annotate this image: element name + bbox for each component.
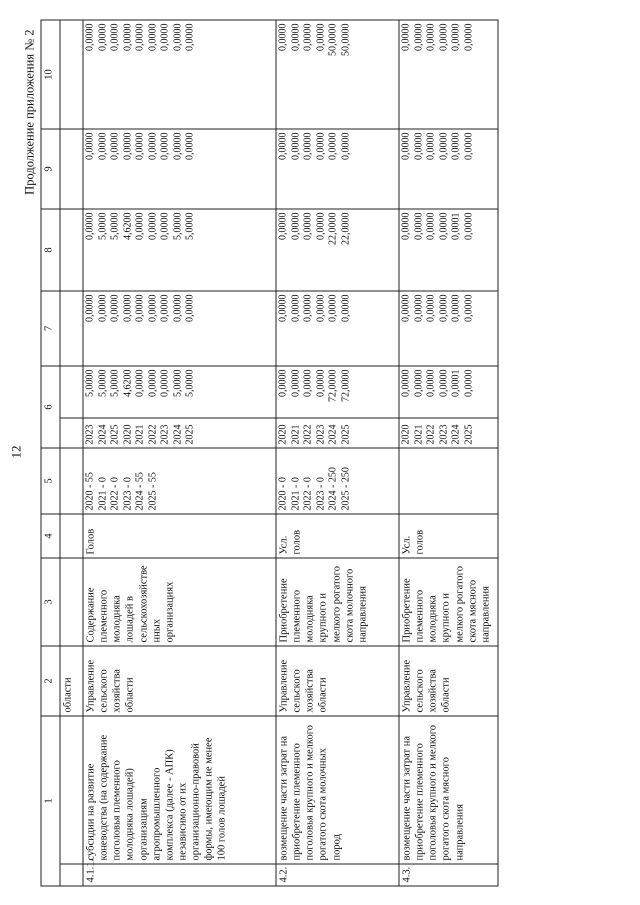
amount-col7-line: 0,0000 (400, 294, 412, 322)
year-list-line: 2024 (327, 424, 339, 445)
amount-col10-line: 0,0000 (463, 23, 474, 51)
year-list-line: 2025 (184, 424, 196, 445)
year-list-line: 2025 (109, 424, 121, 445)
year-list (399, 418, 498, 448)
amount-col10-line: 0,0000 (147, 23, 158, 51)
amount-col7-line: 0,0000 (134, 294, 146, 322)
unit: Голов (83, 514, 276, 558)
program-table (41, 20, 499, 887)
amount-total-line: 0,0000 (277, 369, 289, 397)
year-list-line: 2022 (302, 424, 314, 445)
amount-col10-line: 0,0000 (425, 23, 437, 51)
col-header-9: 9 (41, 129, 60, 209)
amount-col9-line: 0,0000 (122, 132, 133, 160)
amount-total-line: 4,6200 (122, 369, 133, 397)
plan-values-line: 2021 - 0 (290, 477, 301, 511)
amount-col10 (83, 20, 276, 129)
amount-col10-line: 0,0000 (84, 23, 96, 51)
amount-total-line: 0,0000 (438, 369, 449, 397)
amount-total-line: 0,0000 (413, 369, 424, 397)
amount-col9-line: 0,0000 (134, 132, 146, 160)
year-list-line: 2024 (172, 424, 183, 445)
row-4-1-1 (83, 20, 276, 886)
amount-col10 (60, 20, 83, 129)
plan-values-line: 2021 - 0 (97, 477, 108, 511)
amount-col9-line: 0,0000 (172, 132, 183, 160)
executor: Управление сельского хозяйства области (399, 646, 498, 716)
year-list-line: 2020 (400, 424, 412, 445)
amount-col7-line: 0,0000 (463, 294, 474, 322)
amount-col7-line: 0,0000 (184, 294, 196, 322)
amount-col10-line: 50,0000 (327, 23, 339, 56)
event-description: Содержание племенного молодняка лошадей в сельскохозяйственных организациях (83, 558, 276, 646)
amount-col9 (60, 129, 83, 209)
amount-col8-line: 0,0000 (425, 212, 437, 240)
plan-values-line: 2020 - 55 (84, 472, 96, 511)
amount-col10-line: 0,0000 (277, 23, 289, 51)
amount-col7-line: 0,0000 (147, 294, 158, 322)
plan-values-line: 2023 - 0 (315, 477, 326, 511)
year-list-line: 2025 (463, 424, 474, 445)
amount-col8-line: 5,0000 (184, 212, 196, 240)
amount-col8 (276, 209, 399, 291)
year-list-line: 2024 (450, 424, 462, 445)
col-header-3: 3 (41, 558, 60, 646)
year-list (60, 418, 83, 448)
plan-values-line: 2025 - 55 (147, 472, 158, 511)
event-description: Приобретение племенного молодняка крупного и мелкого рогатого скота мясного направления (399, 558, 498, 646)
year-list (276, 418, 399, 448)
amount-col7-line: 0,0000 (340, 294, 351, 322)
measure-title: субсидии на развитие коневодства (на содержание поголовья племенного молодняка лошадей) организациям агропромышленного комплекса (далее - АПК) независимо от их организационно-правовой формы, имеющим не менее 100 голов лошадей (83, 716, 276, 864)
amount-col7-line: 0,0000 (315, 294, 326, 322)
col-header-10: 10 (41, 20, 60, 129)
amount-col10-line: 0,0000 (159, 23, 171, 51)
amount-total-line: 0,0000 (425, 369, 437, 397)
unit: Усл. голов (399, 514, 498, 558)
amount-col9-line: 0,0000 (109, 132, 121, 160)
amount-total (60, 366, 83, 418)
year-list-line: 2023 (159, 424, 171, 445)
amount-total-line: 0,0000 (147, 369, 158, 397)
amount-col9-line: 0,0000 (315, 132, 326, 160)
amount-total (399, 366, 498, 418)
plan-values (60, 448, 83, 514)
amount-col7 (60, 291, 83, 366)
year-list (83, 418, 276, 448)
continuation-heading: Продолжение приложения № 2 (22, 29, 37, 195)
amount-total-line: 5,0000 (97, 369, 108, 397)
amount-col7-line: 0,0000 (84, 294, 96, 322)
amount-col8-line: 5,0000 (172, 212, 183, 240)
amount-col7-line: 0,0000 (159, 294, 171, 322)
year-list-line: 2020 (277, 424, 289, 445)
amount-col8-line: 5,0000 (97, 212, 108, 240)
row-4-3 (399, 20, 498, 886)
amount-col8-line: 0,0000 (302, 212, 314, 240)
table-body (60, 20, 498, 886)
amount-col7 (276, 291, 399, 366)
amount-col9-line: 0,0000 (159, 132, 171, 160)
amount-col8-line: 0,0001 (450, 212, 462, 240)
amount-col8-line: 0,0000 (147, 212, 158, 240)
amount-col9-line: 0,0000 (340, 132, 351, 160)
event-description (60, 558, 83, 646)
year-list-line: 2022 (425, 424, 437, 445)
amount-total-line: 0,0000 (290, 369, 301, 397)
row-number (60, 864, 83, 886)
amount-col7-line: 0,0000 (290, 294, 301, 322)
amount-col10-line: 0,0000 (122, 23, 133, 51)
amount-col10-line: 50,0000 (340, 23, 351, 56)
unit (60, 514, 83, 558)
measure-title: возмещение части затрат на приобретение племенного поголовья крупного и мелкого рогатого скота молочных пород (276, 716, 399, 864)
col-header-5: 5 (41, 448, 60, 514)
amount-col10-line: 0,0000 (184, 23, 196, 51)
measure-title: возмещение части затрат на приобретение племенного поголовья крупного и мелкого рогатого скота мясного направления (399, 716, 498, 864)
measure-title (60, 716, 83, 864)
amount-total-line: 0,0000 (315, 369, 326, 397)
amount-col10-line: 0,0000 (109, 23, 121, 51)
year-list-line: 2020 (122, 424, 133, 445)
amount-col8-line: 22,0000 (340, 212, 351, 245)
amount-col7-line: 0,0000 (413, 294, 424, 322)
amount-col10-line: 0,0000 (315, 23, 326, 51)
year-list-line: 2021 (413, 424, 424, 445)
amount-col8-line: 0,0000 (413, 212, 424, 240)
executor: Управление сельского хозяйства области (276, 646, 399, 716)
document-page (1, 0, 640, 905)
amount-col8-line: 0,0000 (84, 212, 96, 240)
amount-total-line: 0,0000 (400, 369, 412, 397)
amount-col10-line: 0,0000 (413, 23, 424, 51)
amount-col8-line: 0,0000 (463, 212, 474, 240)
plan-values-line: 2024 - 250 (327, 467, 339, 511)
amount-total-line: 0,0000 (463, 369, 474, 397)
amount-col7-line: 0,0000 (97, 294, 108, 322)
col-header-2: 2 (41, 646, 60, 716)
amount-col10-line: 0,0000 (400, 23, 412, 51)
amount-col9 (276, 129, 399, 209)
amount-col9-line: 0,0000 (425, 132, 437, 160)
amount-col7 (399, 291, 498, 366)
amount-col8-line: 0,0000 (277, 212, 289, 240)
amount-col9-line: 0,0000 (327, 132, 339, 160)
amount-col9-line: 0,0000 (450, 132, 462, 160)
plan-values (83, 448, 276, 514)
amount-col8-line: 0,0000 (315, 212, 326, 240)
row-number: 4.3. (399, 864, 498, 886)
amount-col10-line: 0,0000 (134, 23, 146, 51)
amount-col9-line: 0,0000 (413, 132, 424, 160)
amount-col9 (399, 129, 498, 209)
amount-col9-line: 0,0000 (277, 132, 289, 160)
amount-col7-line: 0,0000 (277, 294, 289, 322)
year-list-line: 2022 (147, 424, 158, 445)
amount-total-line: 0,0000 (302, 369, 314, 397)
plan-values-line: 2020 - 0 (277, 477, 289, 511)
amount-col7-line: 0,0000 (122, 294, 133, 322)
year-list-line: 2023 (438, 424, 449, 445)
amount-col9-line: 0,0000 (184, 132, 196, 160)
amount-col8-line: 0,0000 (400, 212, 412, 240)
plan-values-line: 2022 - 0 (302, 477, 314, 511)
amount-col10-line: 0,0000 (450, 23, 462, 51)
plan-values-line: 2025 - 250 (340, 467, 351, 511)
year-list-line: 2025 (340, 424, 351, 445)
amount-col10-line: 0,0000 (438, 23, 449, 51)
amount-col8 (399, 209, 498, 291)
amount-col7-line: 0,0000 (450, 294, 462, 322)
amount-col7-line: 0,0000 (109, 294, 121, 322)
row-continued (60, 20, 83, 886)
amount-col9-line: 0,0000 (400, 132, 412, 160)
col-header-8: 8 (41, 209, 60, 291)
col-header-4: 4 (41, 514, 60, 558)
amount-total-line: 5,0000 (109, 369, 121, 397)
amount-col8-line: 0,0000 (134, 212, 146, 240)
executor: Управление сельского хозяйства области (83, 646, 276, 716)
col-header-7: 7 (41, 291, 60, 366)
amount-col9 (83, 129, 276, 209)
year-list-line: 2023 (84, 424, 96, 445)
year-list-line: 2021 (290, 424, 301, 445)
executor: области (60, 646, 83, 716)
amount-col8-line: 0,0000 (438, 212, 449, 240)
amount-col10-line: 0,0000 (290, 23, 301, 51)
amount-total-line: 0,0000 (134, 369, 146, 397)
amount-total-line: 5,0000 (84, 369, 96, 397)
amount-col8-line: 0,0000 (290, 212, 301, 240)
year-list-line: 2024 (97, 424, 108, 445)
amount-col7-line: 0,0000 (327, 294, 339, 322)
plan-values (399, 448, 498, 514)
event-description: Приобретение племенного молодняка крупного и мелкого рогатого скота молочного направления (276, 558, 399, 646)
row-number: 4.2. (276, 864, 399, 886)
amount-col7-line: 0,0000 (425, 294, 437, 322)
amount-col10-line: 0,0000 (97, 23, 108, 51)
amount-col7-line: 0,0000 (172, 294, 183, 322)
amount-total-line: 5,0000 (184, 369, 196, 397)
plan-values (276, 448, 399, 514)
amount-col8-line: 22,0000 (327, 212, 339, 245)
plan-values-line: 2023 - 0 (122, 477, 133, 511)
column-number-row (41, 20, 60, 886)
amount-col9-line: 0,0000 (147, 132, 158, 160)
row-4-2 (276, 20, 399, 886)
amount-col8-line: 4,6200 (122, 212, 133, 240)
amount-col8 (60, 209, 83, 291)
amount-col10-line: 0,0000 (302, 23, 314, 51)
amount-total (83, 366, 276, 418)
col-header-6: 6 (41, 366, 60, 448)
amount-total-line: 72,0000 (340, 369, 351, 402)
unit: Усл. голов (276, 514, 399, 558)
page-number: 12 (8, 445, 24, 459)
amount-col9-line: 0,0000 (302, 132, 314, 160)
amount-col8-line: 5,0000 (109, 212, 121, 240)
amount-col8 (83, 209, 276, 291)
col-header-1: 1 (41, 716, 60, 886)
amount-col7 (83, 291, 276, 366)
plan-values-line: 2022 - 0 (109, 477, 121, 511)
amount-col7-line: 0,0000 (302, 294, 314, 322)
amount-col8-line: 0,0000 (159, 212, 171, 240)
amount-col9-line: 0,0000 (438, 132, 449, 160)
amount-total-line: 0,0000 (159, 369, 171, 397)
amount-col9-line: 0,0000 (463, 132, 474, 160)
amount-col9-line: 0,0000 (84, 132, 96, 160)
amount-col10-line: 0,0000 (172, 23, 183, 51)
amount-total-line: 0,0001 (450, 369, 462, 397)
amount-col9-line: 0,0000 (97, 132, 108, 160)
row-number: 4.1.1. (83, 864, 276, 886)
amount-col9-line: 0,0000 (290, 132, 301, 160)
amount-col10 (399, 20, 498, 129)
amount-total-line: 5,0000 (172, 369, 183, 397)
amount-total (276, 366, 399, 418)
plan-values-line: 2024 - 55 (134, 472, 146, 511)
amount-total-line: 72,0000 (327, 369, 339, 402)
amount-col10 (276, 20, 399, 129)
year-list-line: 2021 (134, 424, 146, 445)
year-list-line: 2023 (315, 424, 326, 445)
amount-col7-line: 0,0000 (438, 294, 449, 322)
